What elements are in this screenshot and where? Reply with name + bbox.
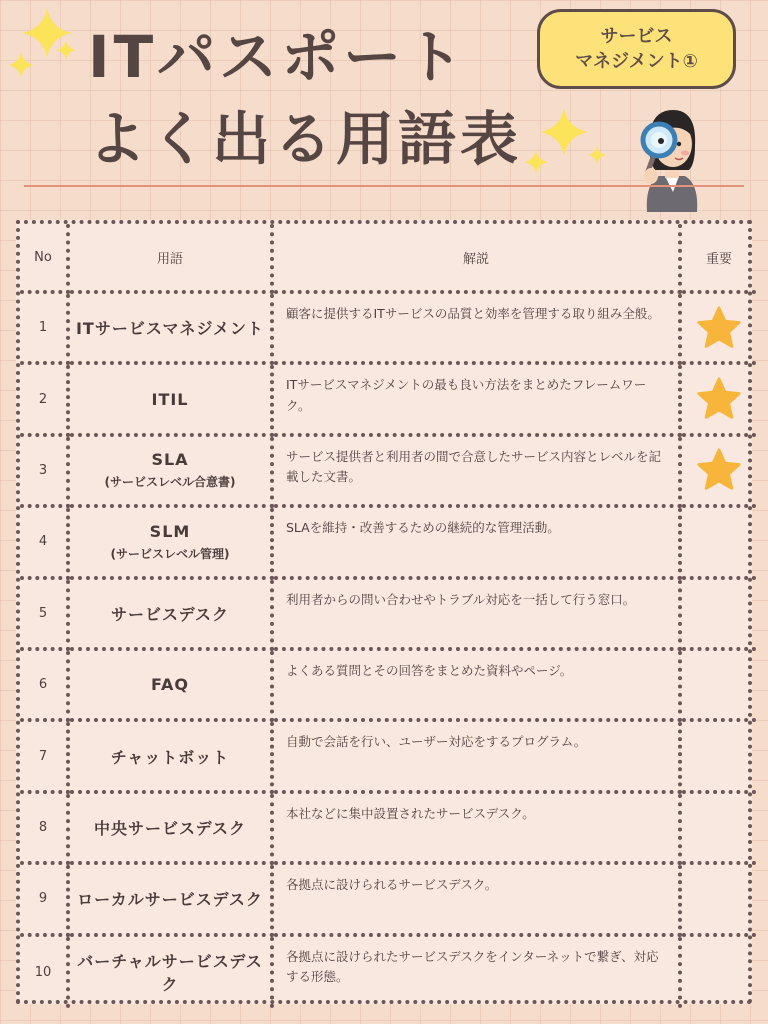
term-cell — [70, 508, 274, 579]
term-name: チャットボット — [110, 747, 230, 767]
term-cell — [70, 937, 274, 1008]
header-importance: 重要 — [682, 224, 756, 294]
term-name: サービスデスク — [110, 604, 230, 624]
row-number: 6 — [20, 651, 70, 722]
description-cell: 各拠点に設けられたサービスデスクをインターネットで繋ぎ、対応する形態。 — [274, 937, 682, 1008]
row-number: 8 — [20, 794, 70, 865]
importance-cell — [682, 937, 756, 1008]
header-term: 用語 — [70, 224, 274, 294]
page-title-line2: よく出る用語表 — [88, 105, 523, 173]
term-name: バーチャルサービスデスク — [77, 952, 263, 995]
description-cell: 自動で会話を行い、ユーザー対応をするプログラム。 — [274, 722, 682, 793]
header-description: 解説 — [274, 224, 682, 294]
title-divider — [24, 185, 744, 187]
row-number: 7 — [20, 722, 70, 793]
term-name: 中央サービスデスク — [93, 818, 247, 838]
term-cell — [70, 794, 274, 865]
importance-cell — [682, 508, 756, 579]
magnifier-person-illustration — [633, 100, 709, 212]
row-number: 1 — [20, 294, 70, 365]
row-number: 4 — [20, 508, 70, 579]
star-icon — [696, 305, 742, 351]
sparkle-icon — [540, 108, 588, 156]
description-cell: ITサービスマネジメントの最も良い方法をまとめたフレームワーク。 — [274, 365, 682, 436]
importance-cell — [682, 437, 756, 508]
star-icon — [696, 447, 742, 493]
term-cell — [70, 865, 274, 936]
page-title-line1: ITパスポート — [88, 23, 468, 91]
term-cell — [70, 580, 274, 651]
term-name: SLA — [151, 450, 189, 470]
description-cell: よくある質問とその回答をまとめた資料やページ。 — [274, 651, 682, 722]
term-cell — [70, 294, 274, 365]
sparkle-icon — [8, 52, 34, 78]
term-name: ローカルサービスデスク — [77, 890, 263, 910]
importance-cell — [682, 794, 756, 865]
term-cell — [70, 365, 274, 436]
importance-cell — [682, 294, 756, 365]
row-number: 3 — [20, 437, 70, 508]
description-cell: 本社などに集中設置されたサービスデスク。 — [274, 794, 682, 865]
description-cell: SLAを維持・改善するための継続的な管理活動。 — [274, 508, 682, 579]
importance-cell — [682, 651, 756, 722]
importance-cell — [682, 580, 756, 651]
row-number: 10 — [20, 937, 70, 1008]
row-number: 2 — [20, 365, 70, 436]
term-cell — [70, 437, 274, 508]
star-icon — [696, 376, 742, 422]
term-name: FAQ — [150, 675, 190, 695]
description-cell: 各拠点に設けられるサービスデスク。 — [274, 865, 682, 936]
row-number: 5 — [20, 580, 70, 651]
importance-cell — [682, 722, 756, 793]
term-name: SLM — [149, 521, 191, 541]
sparkle-icon — [56, 40, 76, 60]
sparkle-icon — [524, 150, 548, 174]
description-cell: 利用者からの問い合わせやトラブル対応を一括して行う窓口。 — [274, 580, 682, 651]
row-number: 9 — [20, 865, 70, 936]
glossary-table — [16, 220, 752, 1004]
badge-line2: マネジメント① — [575, 51, 698, 72]
header-no: No — [20, 224, 70, 294]
term-cell — [70, 722, 274, 793]
term-name: ITサービスマネジメント — [75, 319, 265, 339]
description-cell: サービス提供者と利用者の間で合意したサービス内容とレベルを記載した文書。 — [274, 437, 682, 508]
term-subtitle: (サービスレベル管理) — [110, 546, 230, 561]
term-name: ITIL — [151, 389, 189, 409]
sparkle-icon — [588, 146, 606, 164]
term-subtitle: (サービスレベル合意書) — [104, 475, 236, 490]
importance-cell — [682, 365, 756, 436]
badge-line1: サービス — [600, 25, 673, 47]
importance-cell — [682, 865, 756, 936]
description-cell: 顧客に提供するITサービスの品質と効率を管理する取り組み全般。 — [274, 294, 682, 365]
category-badge — [537, 9, 736, 89]
term-cell — [70, 651, 274, 722]
